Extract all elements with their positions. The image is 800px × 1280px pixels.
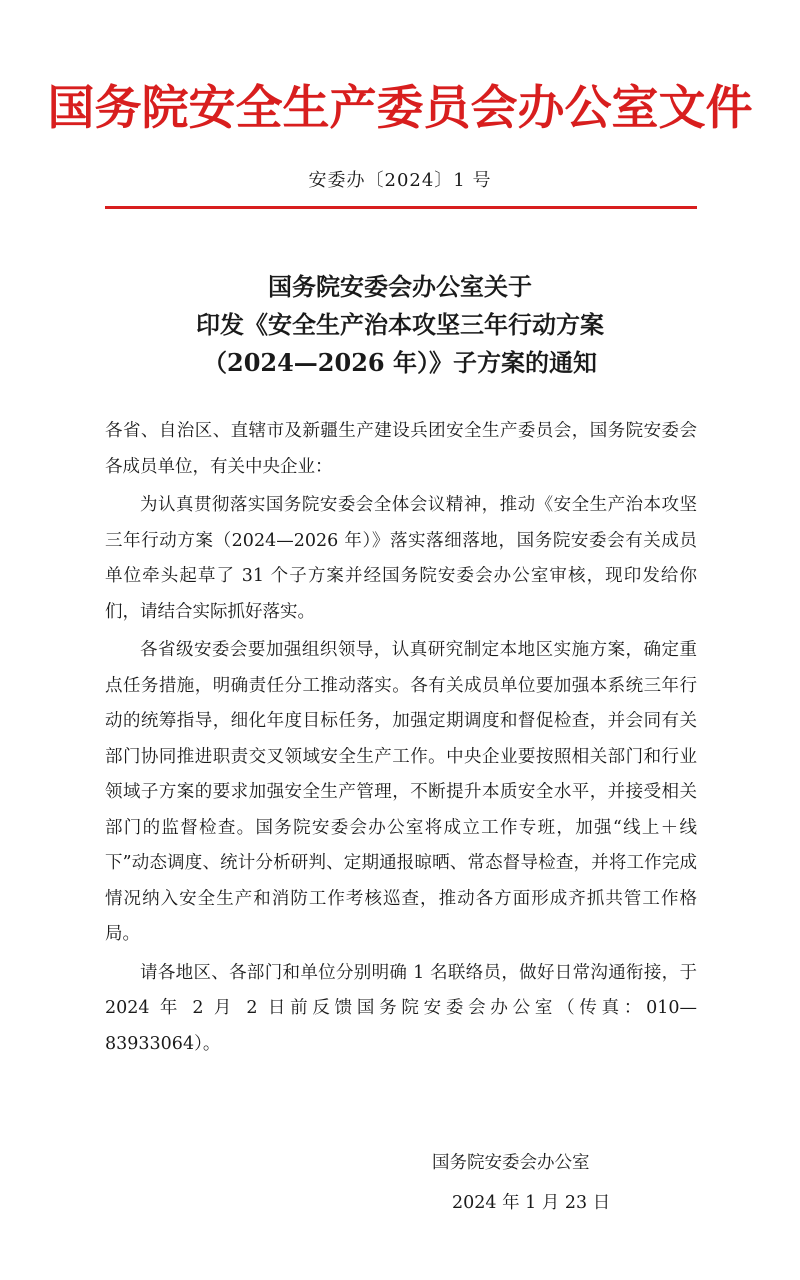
document-title [0, 268, 800, 382]
body-paragraph-1: 为认真贯彻落实国务院安委会全体会议精神，推动《安全生产治本攻坚三年行动方案（2024—2026 年）》落实落细落地，国务院安委会有关成员单位牵头起草了 31 个子方案并经国务院安委会办公室审核，现印发给你们，请结合实际抓好落实。 [105, 495, 697, 622]
document-number: 安委办〔2024〕1 号 [308, 170, 492, 191]
salutation: 各省、自治区、直辖市及新疆生产建设兵团安全生产委员会，国务院安委会各成员单位，有关中央企业： [105, 421, 697, 477]
title-line-1: 国务院安委会办公室关于 [268, 272, 532, 301]
title-line-3: （2024—2026 年）》子方案的通知 [203, 348, 597, 377]
red-divider-line [105, 206, 697, 209]
body-paragraph-3: 请各地区、各部门和单位分别明确 1 名联络员，做好日常沟通衔接，于 2024 年 2 月 2 日前反馈国务院安委会办公室（传真：010—83933064）。 [105, 962, 697, 1054]
document-body [105, 414, 697, 1065]
body-paragraph-2: 各省级安委会要加强组织领导，认真研究制定本地区实施方案，确定重点任务措施，明确责任分工推动落实。各有关成员单位要加强本系统三年行动的统筹指导，细化年度目标任务，加强定期调度和督促检查，并会同有关部门协同推进职责交叉领域安全生产工作。中央企业要按照相关部门和行业领域子方案的要求加强安全生产管理，不断提升本质安全水平，并接受相关部门的监督检查。国务院安委会办公室将成立工作专班，加强“线上＋线下”动态调度、统计分析研判、定期通报晾晒、常态督导检查，并将工作完成情况纳入安全生产和消防工作考核巡查，推动各方面形成齐抓共管工作格局。 [105, 640, 697, 944]
signature-organization: 国务院安委会办公室 [432, 1153, 590, 1173]
signature-date: 2024 年 1 月 23 日 [452, 1193, 611, 1213]
document-masthead: 国务院安全生产委员会办公室文件 [47, 81, 753, 136]
title-line-2: 印发《安全生产治本攻坚三年行动方案 [196, 310, 604, 339]
